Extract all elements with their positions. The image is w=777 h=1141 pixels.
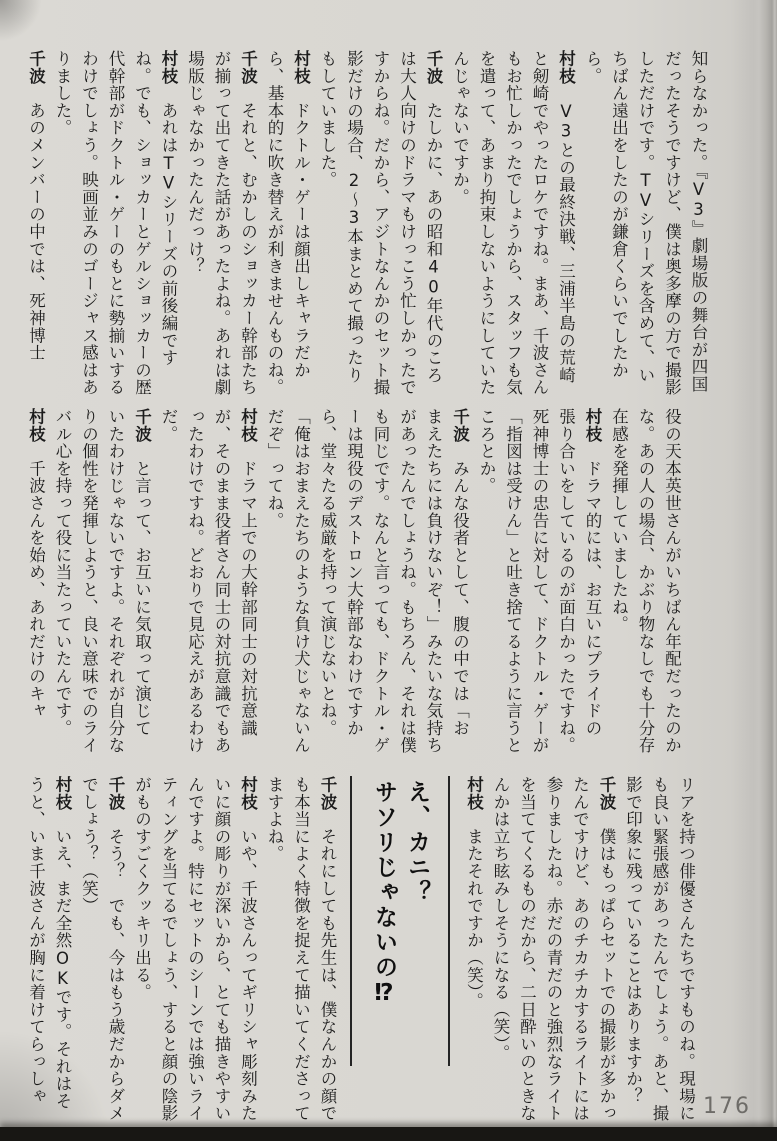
page-number: 176 [703,1094,751,1119]
interview-band-bottom [22,776,699,1124]
speaker-name: 千波 [238,50,258,85]
dialogue-text: そう？ でも、今はもう歳だからダメでしょう？（笑） [79,776,125,1123]
speaker-name: 千波 [26,50,46,85]
speaker-name: 千波 [106,776,125,811]
dialogue-paragraph [22,50,49,398]
interview-band-top [22,50,711,398]
dialogue-paragraph [75,776,128,1124]
interview-band-middle [22,408,685,754]
speaker-name: 村枝 [53,776,72,811]
interview-text-area [22,50,751,1124]
dialogue-text: ドクトル・ゲーは顔出しキャラだから、基本的に吹き替えが利きませんものね。 [265,50,311,396]
dialogue-paragraph [261,408,473,754]
dialogue-text: 僕はもっぱらセットでの撮影が多かったんですけど、あのチカチカするライトには参りましたね。赤だの青だのと強烈なライトを当ててくるものだから、二日酔いのときなんかは立ち眩みしそうになる（笑）。 [491,776,616,1123]
dialogue-text: あのメンバーの中では、死神博士 [26,101,46,362]
dialogue-paragraph [261,776,341,1124]
dialogue-paragraph [579,50,712,398]
section-heading-line-1: え、カニ？ [404,780,430,905]
page-gutter-shadow [759,0,777,1141]
speaker-name: 千波 [132,408,152,443]
dialogue-text: たしかに、あの昭和40年代のころは大人向けのドラマもけっこう忙しかったですからね。だから、アジトなんかのセット撮影だけの場合、2〜3本まとめて撮ったりもしていました。 [318,50,443,396]
dialogue-text: あれはTVシリーズの前後編ですね。でも、ショッカーとゲルショッカーの歴代幹部がドクトル・ゲーのもとに勢揃いするわけでしょう。映画並みのゴージャス感はありました。 [53,50,178,396]
speaker-name: 村枝 [26,408,46,443]
dialogue-text: 知らなかった。『V3』劇場版の舞台が四国だったそうですけど、僕は奥多摩の方で撮影しただけです。TVシリーズを含めて、いちばん遠出をしたのが鎌倉くらいでしたから。 [583,50,708,396]
section-heading-line-2: サソリじゃないの⁉ [371,780,397,1008]
dialogue-text: それと、むかしのショッカー幹部たちが揃って出てきた話があったよね。あれは劇場版じゃなかったんだっけ？ [185,50,258,397]
dialogue-paragraph [155,408,261,754]
dialogue-text: ドラマ上での大幹部同士の対抗意識が、そのまま役者さん同士の対抗意識でもあったわけですね。どおりで見応えがあるわけだ。 [159,408,258,754]
dialogue-paragraph [473,408,606,754]
scan-bottom-edge [0,1127,777,1141]
dialogue-text: いや、千波さんってギリシャ彫刻みたいに顔の彫りが深いから、とても描きやすいんですよ。特にセットのシーンでは強いライティングを当てるでしょう、すると顔の陰影がものすごくクッキリ出る。 [132,776,258,1123]
dialogue-paragraph [619,776,699,1124]
speaker-name: 村枝 [583,408,602,443]
speaker-name: 千波 [424,50,443,85]
dialogue-text: ドラマ的には、お互いにプライドの張り合いをしているのが面白かったですね。死神博士の忠告に対して、ドクトル・ゲーが「指図は受けん」と吐き捨てるように言うところとか。 [477,408,602,754]
dialogue-paragraph [181,50,261,398]
speaker-name: 村枝 [238,408,258,443]
dialogue-text: またそれですか（笑）。 [464,827,484,1010]
dialogue-text: 千波さんを始め、あれだけのキャ [26,459,46,720]
dialogue-paragraph [261,50,314,398]
dialogue-paragraph [446,50,579,398]
dialogue-paragraph [49,50,182,398]
dialogue-text: それにしても先生は、僕なんかの顔でも本当によく特徴を捉えて描いてくださってますよね。 [265,776,337,1123]
dialogue-paragraph [22,408,49,754]
dialogue-text: いえ、まだ全然OKです。それはそうと、いま千波さんが胸に着けてらっしゃ [26,776,72,1110]
dialogue-text: と言って、お互いに気取って演じていたわけじゃないですよ。それぞれが自分なりの個性を発揮しようと、良い意味でのライバル心を持って役に当たっていたんです。 [53,408,152,754]
speaker-name: 村枝 [159,50,178,85]
dialogue-paragraph [460,776,487,1124]
dialogue-paragraph [314,50,447,398]
dialogue-text: みんな役者として、腹の中では「おまえたちには負けないぞ！」みたいな気持ちがあったんでしょうね。もちろん、それは僕も同じです。なんと言っても、ドクトル・ゲーは現役のデストロン大幹部なわけですから、堂々たる威厳を持って演じないとね。「俺はおまえたちのような負け犬じゃないんだぞ」ってね。 [265,408,470,754]
dialogue-text: V3との最終決戦、三浦半島の荒崎と剱崎でやったロケですね。まあ、千波さんもお忙しかったでしょうから、スタッフも気を遣って、あまり拘束しないようにしていたんじゃないですか。 [450,50,576,396]
speaker-name: 村枝 [464,776,484,811]
speaker-name: 千波 [597,776,616,811]
dialogue-paragraph [22,776,75,1124]
speaker-name: 村枝 [291,50,311,85]
speaker-name: 千波 [450,408,470,443]
dialogue-paragraph [128,776,261,1124]
speaker-name: 村枝 [238,776,258,811]
dialogue-paragraph [49,408,155,754]
dialogue-paragraph [605,408,685,754]
dialogue-paragraph [487,776,620,1124]
section-heading [350,776,450,1066]
dialogue-text: 役の天本英世さんがいちばん年配だったのかな。あの人の場合、かぶり物なしでも十分存在感を発揮していましたね。 [609,408,682,754]
speaker-name: 村枝 [556,50,576,85]
speaker-name: 千波 [318,776,337,811]
dialogue-text: リアを持つ俳優さんたちですものね。現場にも良い緊張感があったんでしょう。あと、撮影で印象に残っていることはありますか？ [623,776,696,1122]
